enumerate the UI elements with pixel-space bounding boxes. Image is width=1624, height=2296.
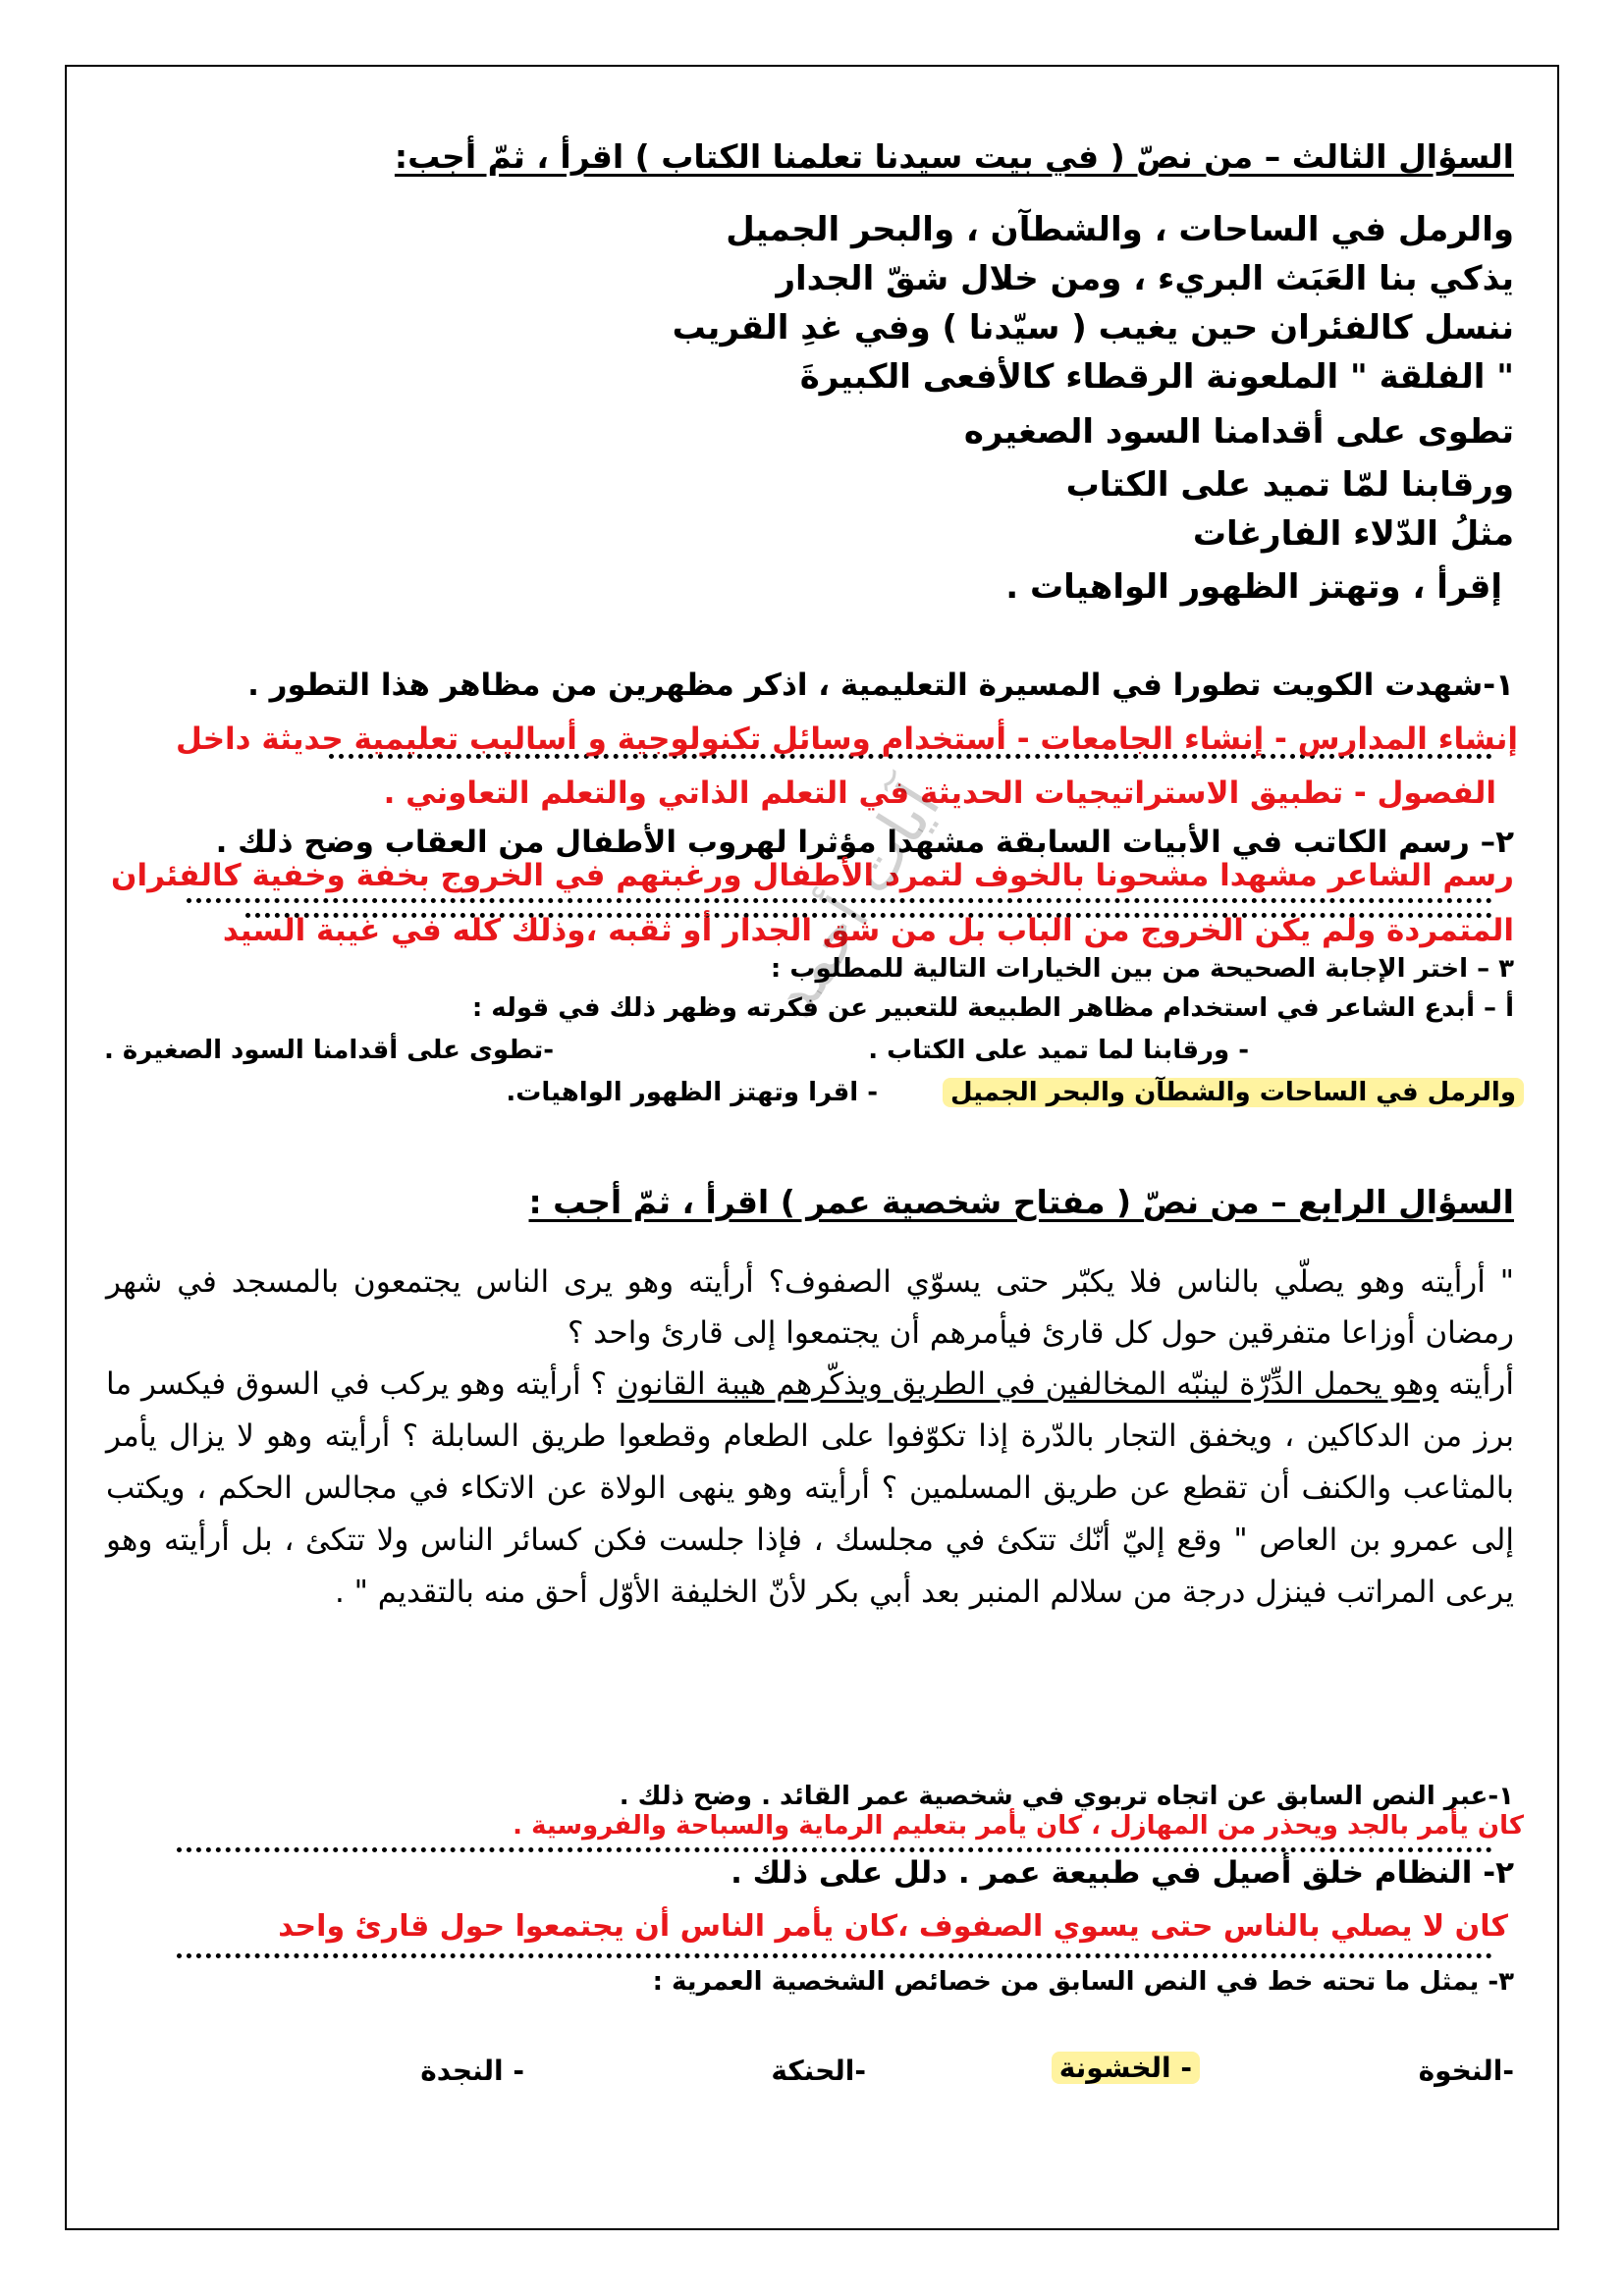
q4-paragraph-2 [106, 1359, 1514, 1619]
poem-line-7: مثلُ الدّلاء الفارغات [1192, 514, 1514, 554]
option-necks[interactable]: - ورقابنا لما تميد على الكتاب . [868, 1036, 1249, 1065]
poem-line-5: تطوى على أقدامنا السود الصغيره [963, 412, 1514, 452]
para2-underlined: وهو يحمل الدِّرّة لينبّه المخالفين في الطريق ويذكّرهم هيبة القانون [617, 1366, 1439, 1402]
poem-line-1: والرمل في الساحات ، والشطآن ، والبحر الجميل [726, 210, 1514, 249]
watermark: آيات أحمد [756, 772, 955, 1031]
q3-item2-question: ٢– رسم الكاتب في الأبيات السابقة مشهدا مؤثرا لهروب الأطفال من العقاب وضح ذلك . [215, 825, 1514, 860]
q3-item3-sub: أ – أبدع الشاعر في استخدام مظاهر الطبيعة للتعبير عن فكرته وظهر ذلك في قوله : [471, 993, 1514, 1023]
option-najda[interactable]: - النجدة [420, 2055, 524, 2087]
q4-item1-question: ١-عبر النص السابق عن اتجاه تربوي في شخصية عمر القائد . وضح ذلك . [619, 1782, 1514, 1811]
poem-line-3: ننسل كالفئران حين يغيب ( سيّدنا ) وفي غدِ القريب [672, 308, 1514, 347]
option-hunka[interactable]: -الحنكة [771, 2055, 866, 2087]
option-feet[interactable]: -تطوى على أقدامنا السود الصغيرة . [103, 1036, 554, 1065]
para2-rest: ؟ أرأيته وهو يركب في السوق فيكسر ما برز من الدكاكين ، ويخفق التجار بالدّرة إذا تكوّفوا على الطعام وقطعوا طريق السابلة ؟ أرأيته وهو لا يزال يأمر بالمثاعب والكنف أن تقطع عن طريق المسلمين ؟ أرأيته وهو ينهى الولاة عن الاتكاء في مجالس الحكم ، ويكتب إلى عمرو بن العاص " وقع إليّ أنّك تتكئ في مجلسك ، فإذا جلست فكن كسائر الناس ولا تتكئ ، بل أرأيته وهو يرعى المراتب فينزل درجة من سلالم المنبر بعد أبي بكر لأنّ الخليفة الأوّل أحق منه بالتقديم " . [106, 1366, 1514, 1610]
option-read[interactable]: - اقرا وتهتز الظهور الواهيات. [506, 1078, 878, 1107]
q4-paragraph-1: " أرأيته وهو يصلّي بالناس فلا يكبّر حتى يسوّي الصفوف؟ أرأيته وهو يرى الناس يجتمعون بالمسجد في شهر رمضان أوزاعا متفرقين حول كل قارئ فيأمرهم أن يجتمعوا إلى قارئ واحد ؟ [106, 1264, 1514, 1351]
answer-dotted-line [177, 1953, 1492, 1958]
para2-start: أرأيته [1438, 1366, 1514, 1402]
answer-dotted-line [177, 1847, 1492, 1852]
poem-line-4: " الفلقة " الملعونة الرقطاء كالأفعى الكبيرةَ [799, 357, 1514, 397]
q3-item1-answer-line2: الفصول - تطبيق الاستراتيجيات الحديثة في التعلم الذاتي والتعلم التعاوني . [383, 775, 1496, 811]
q3-title: السؤال الثالث – من نصّ ( في بيت سيدنا تعلمنا الكتاب ) اقرأ ، ثمّ أجب: [394, 137, 1514, 176]
q3-item1-question: ١-شهدت الكويت تطورا في المسيرة التعليمية ، اذكر مظهرين من مظاهر هذا التطور . [247, 667, 1514, 703]
poem-line-2: يذكي بنا العَبَث البريء ، ومن خلال شقّ الجدار [776, 259, 1514, 298]
option-sand-highlighted[interactable]: والرمل في الساحات والشطآن والبحر الجميل [943, 1078, 1524, 1107]
q3-item2-answer-line2: المتمردة ولم يكن الخروج من الباب بل من شق الجدار أو ثقبه ،وذلك كله في غيبة السيد [222, 913, 1514, 948]
q3-item3-question: ٣ – اختر الإجابة الصحيحة من بين الخيارات التالية للمطلوب : [770, 954, 1514, 984]
q4-item2-answer: كان لا يصلي بالناس حتى يسوي الصفوف ،كان يأمر الناس أن يجتمعوا حول قارئ واحد [278, 1909, 1508, 1944]
poem-line-6: ورقابنا لمّا تميد على الكتاب [1065, 465, 1514, 505]
q3-item2-answer-line1: رسم الشاعر مشهدا مشحونا بالخوف لتمرد الأطفال ورغبتهم في الخروج بخفة وخفية كالفئران [111, 858, 1514, 893]
q4-title: السؤال الرابع – من نصّ ( مفتاح شخصية عمر ) اقرأ ، ثمّ أجب : [528, 1183, 1514, 1221]
q4-item2-question: ٢- النظام خلق أصيل في طبيعة عمر . دلل على ذلك . [731, 1855, 1514, 1891]
q4-item3-question: ٣- يمثل ما تحته خط في النص السابق من خصائص الشخصية العمرية : [652, 1967, 1514, 1997]
q4-item1-answer: كان يأمر بالجد ويحذر من المهازل ، كان يأمر بتعليم الرماية والسباحة والفروسية . [513, 1811, 1524, 1841]
q3-item1-answer-line1: إنشاء المدارس - إنشاء الجامعات - أستخدام وسائل تكنولوجية و أساليب تعليمية حديثة داخل [176, 721, 1518, 757]
option-nakhwa[interactable]: -النخوة [1418, 2055, 1514, 2087]
poem-line-8: إقرأ ، وتهتز الظهور الواهيات . [1005, 567, 1502, 607]
option-khushuna-highlighted[interactable]: - الخشونة [1052, 2052, 1200, 2084]
